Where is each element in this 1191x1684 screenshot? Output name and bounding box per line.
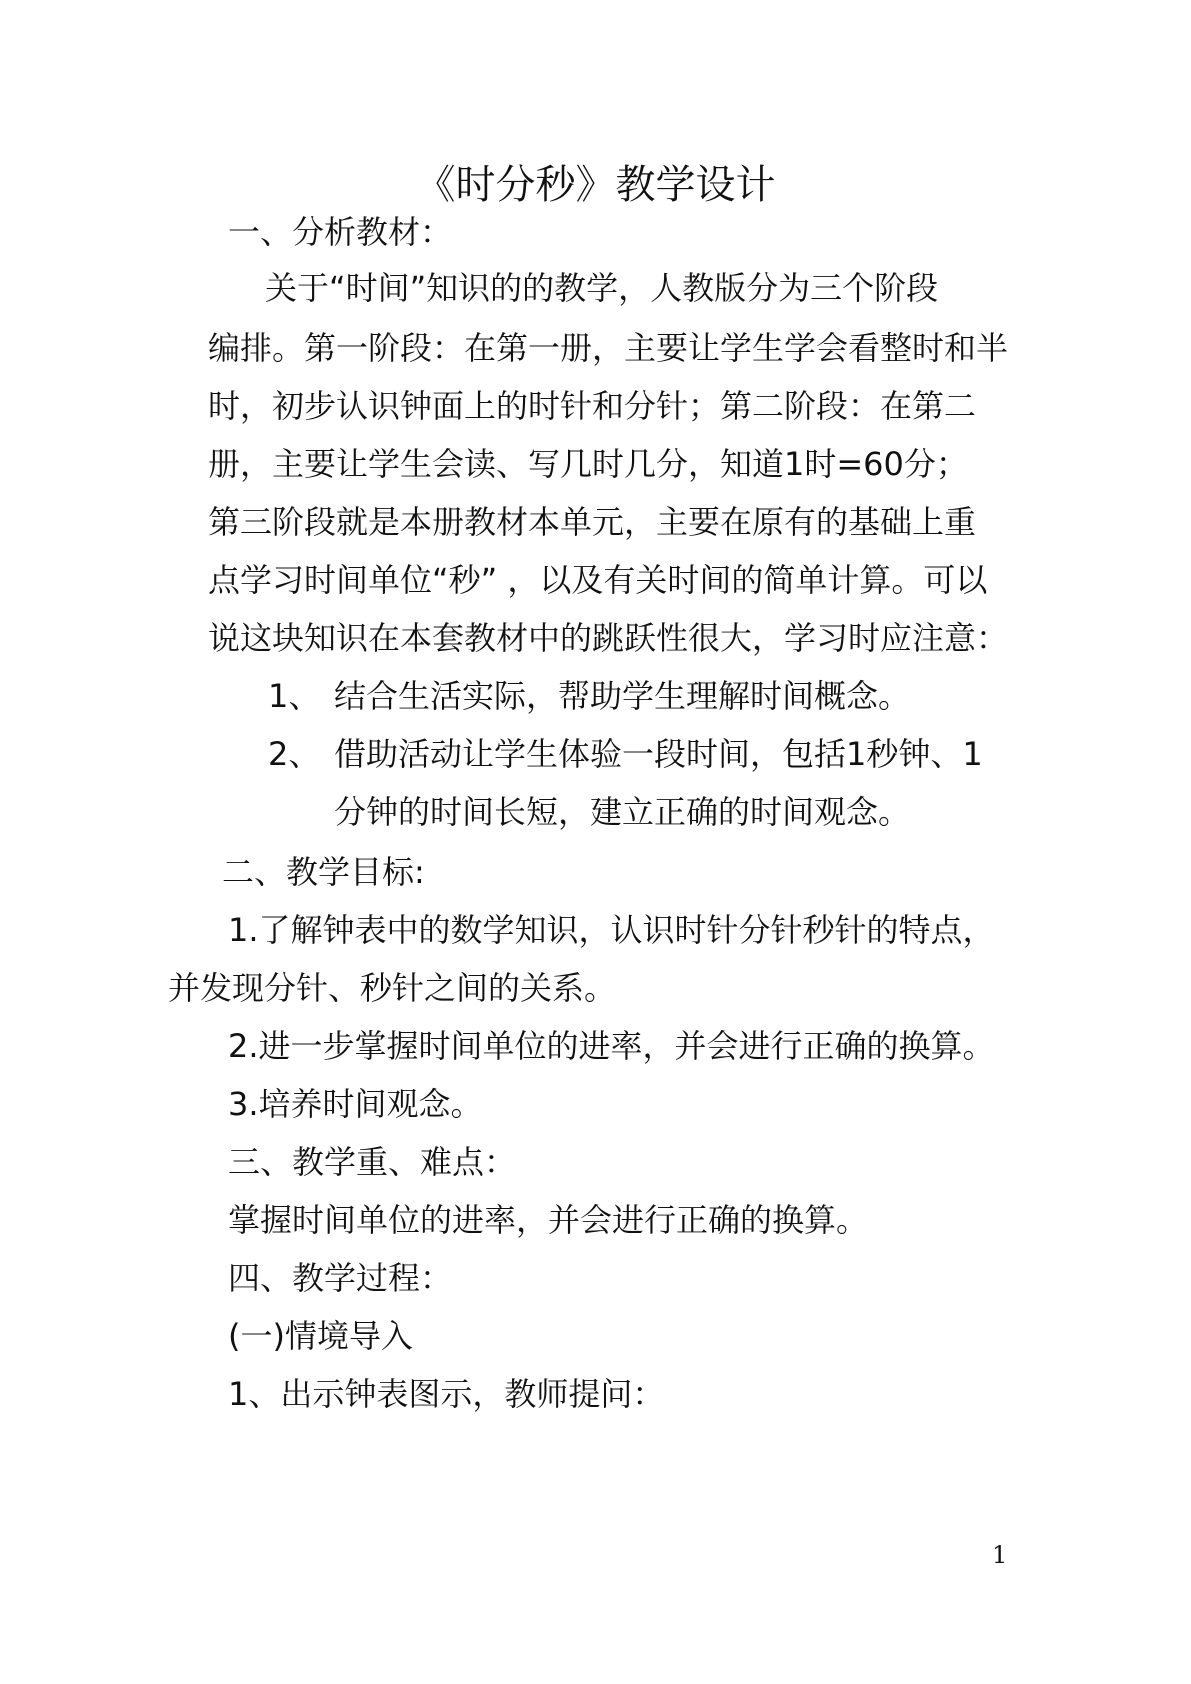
- analysis-paragraph-line: 第三阶段就是本册教材本单元，主要在原有的基础上重: [208, 503, 977, 541]
- section-heading-analysis: 一、分析教材：: [228, 213, 453, 251]
- analysis-paragraph-line: 说这块知识在本套教材中的跳跃性很大，学习时应注意：: [208, 619, 1009, 657]
- list-item-text: 分钟的时间长短，建立正确的时间观念。: [334, 793, 911, 831]
- key-points-text: 掌握时间单位的进率，并会进行正确的换算。: [228, 1201, 869, 1239]
- analysis-paragraph-line: 点学习时间单位“秒” ，以及有关时间的简单计算。可以: [208, 561, 988, 599]
- process-step: 1、出示钟表图示，教师提问：: [228, 1375, 665, 1413]
- analysis-paragraph-line: 时，初步认识钟面上的时针和分针；第二阶段：在第二: [208, 387, 977, 425]
- list-item-text: 借助活动让学生体验一段时间，包括1秒钟、1: [334, 735, 983, 773]
- process-subheading: (一)情境导入: [228, 1317, 413, 1355]
- section-heading-process: 四、教学过程：: [228, 1259, 453, 1297]
- list-item-text: 结合生活实际，帮助学生理解时间概念。: [334, 677, 911, 715]
- list-item-number: 1、: [268, 677, 321, 715]
- analysis-paragraph-line: 关于“时间”知识的的教学，人教版分为三个阶段: [265, 269, 939, 307]
- objective-line: 3.培养时间观念。: [228, 1085, 483, 1123]
- list-item-number: 2、: [268, 735, 321, 773]
- objective-line: 1.了解钟表中的数学知识，认识时针分针秒针的特点，: [228, 911, 995, 949]
- objective-line: 2.进一步掌握时间单位的进率，并会进行正确的换算。: [228, 1027, 995, 1065]
- analysis-paragraph-line: 册，主要让学生会读、写几时几分，知道1时=60分；: [208, 445, 968, 483]
- objective-line: 并发现分针、秒针之间的关系。: [168, 969, 617, 1007]
- document-title: 《时分秒》教学设计: [415, 162, 776, 208]
- page-number: 1: [992, 1541, 1008, 1569]
- analysis-paragraph-line: 编排。第一阶段：在第一册，主要让学生学会看整时和半: [208, 329, 1009, 367]
- section-heading-key-points: 三、教学重、难点：: [228, 1143, 517, 1181]
- section-heading-objectives: 二、教学目标:: [222, 853, 425, 891]
